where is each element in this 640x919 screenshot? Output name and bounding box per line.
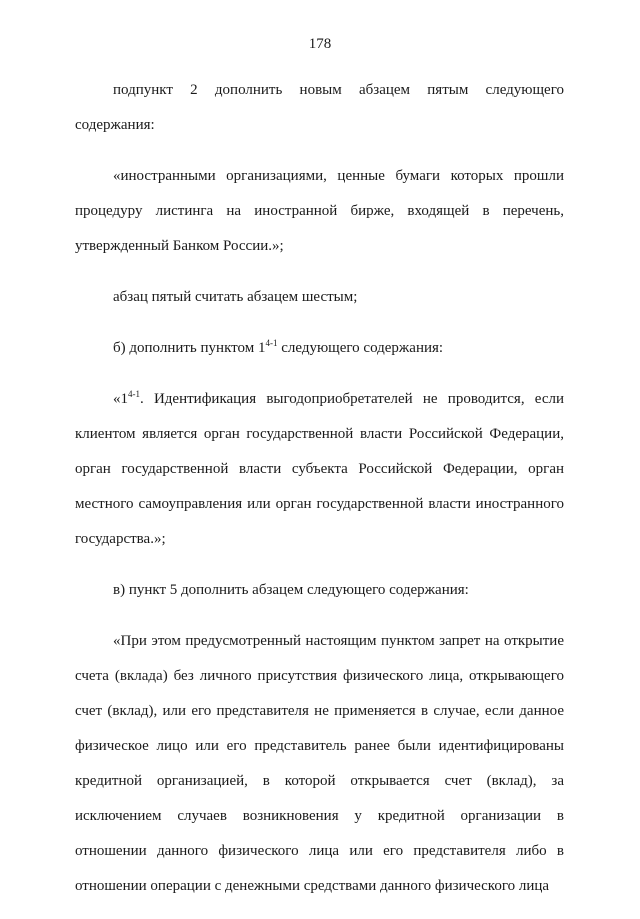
paragraph-point-b-text: б) дополнить пунктом 1 (113, 340, 266, 356)
paragraph-point-b-tail: следующего содержания: (277, 340, 444, 356)
page-number: 178 (308, 36, 332, 52)
paragraph-point-v: в) пункт 5 дополнить абзацем следующего содержания: (113, 582, 469, 598)
paragraph-point-b (75, 331, 564, 366)
paragraph-identification-quote (75, 382, 564, 557)
document-body (75, 73, 564, 919)
paragraph-account-opening-quote: «При этом предусмотренный настоящим пунктом запрет на открытие счета (вклада) без личного присутствия физического лица, открывающего счет (вклад), или его представителя не применяется в случае, если данное физическое лицо или его представитель ранее были идентифицированы кредитной организацией, в которой открывается счет (вклад), за исключением случаев возникновения у кредитной организации в отношении данного физического лица или его представителя либо в отношении операции с денежными средствами данного физического лица (75, 633, 564, 894)
identification-superscript: 4-1 (128, 389, 140, 399)
point-number-superscript: 4-1 (265, 338, 278, 348)
paragraph-foreign-organizations-quote: «иностранными организациями, ценные бумаги которых прошли процедуру листинга на иностранной бирже, входящей в перечень, утвержденный Банком России.»; (75, 168, 564, 254)
identification-quote-text: . Идентификация выгодоприобретателей не проводится, если клиентом является орган государственной власти Российской Федерации, орган государственной власти субъекта Российской Федерации, орган местного самоуправления или орган государственной власти иностранного государства.»; (75, 391, 564, 547)
paragraph-renumber-abzac: абзац пятый считать абзацем шестым; (113, 289, 358, 305)
paragraph-subpoint-2: подпункт 2 дополнить новым абзацем пятым следующего содержания: (75, 82, 564, 133)
identification-quote-open: «1 (113, 391, 128, 407)
